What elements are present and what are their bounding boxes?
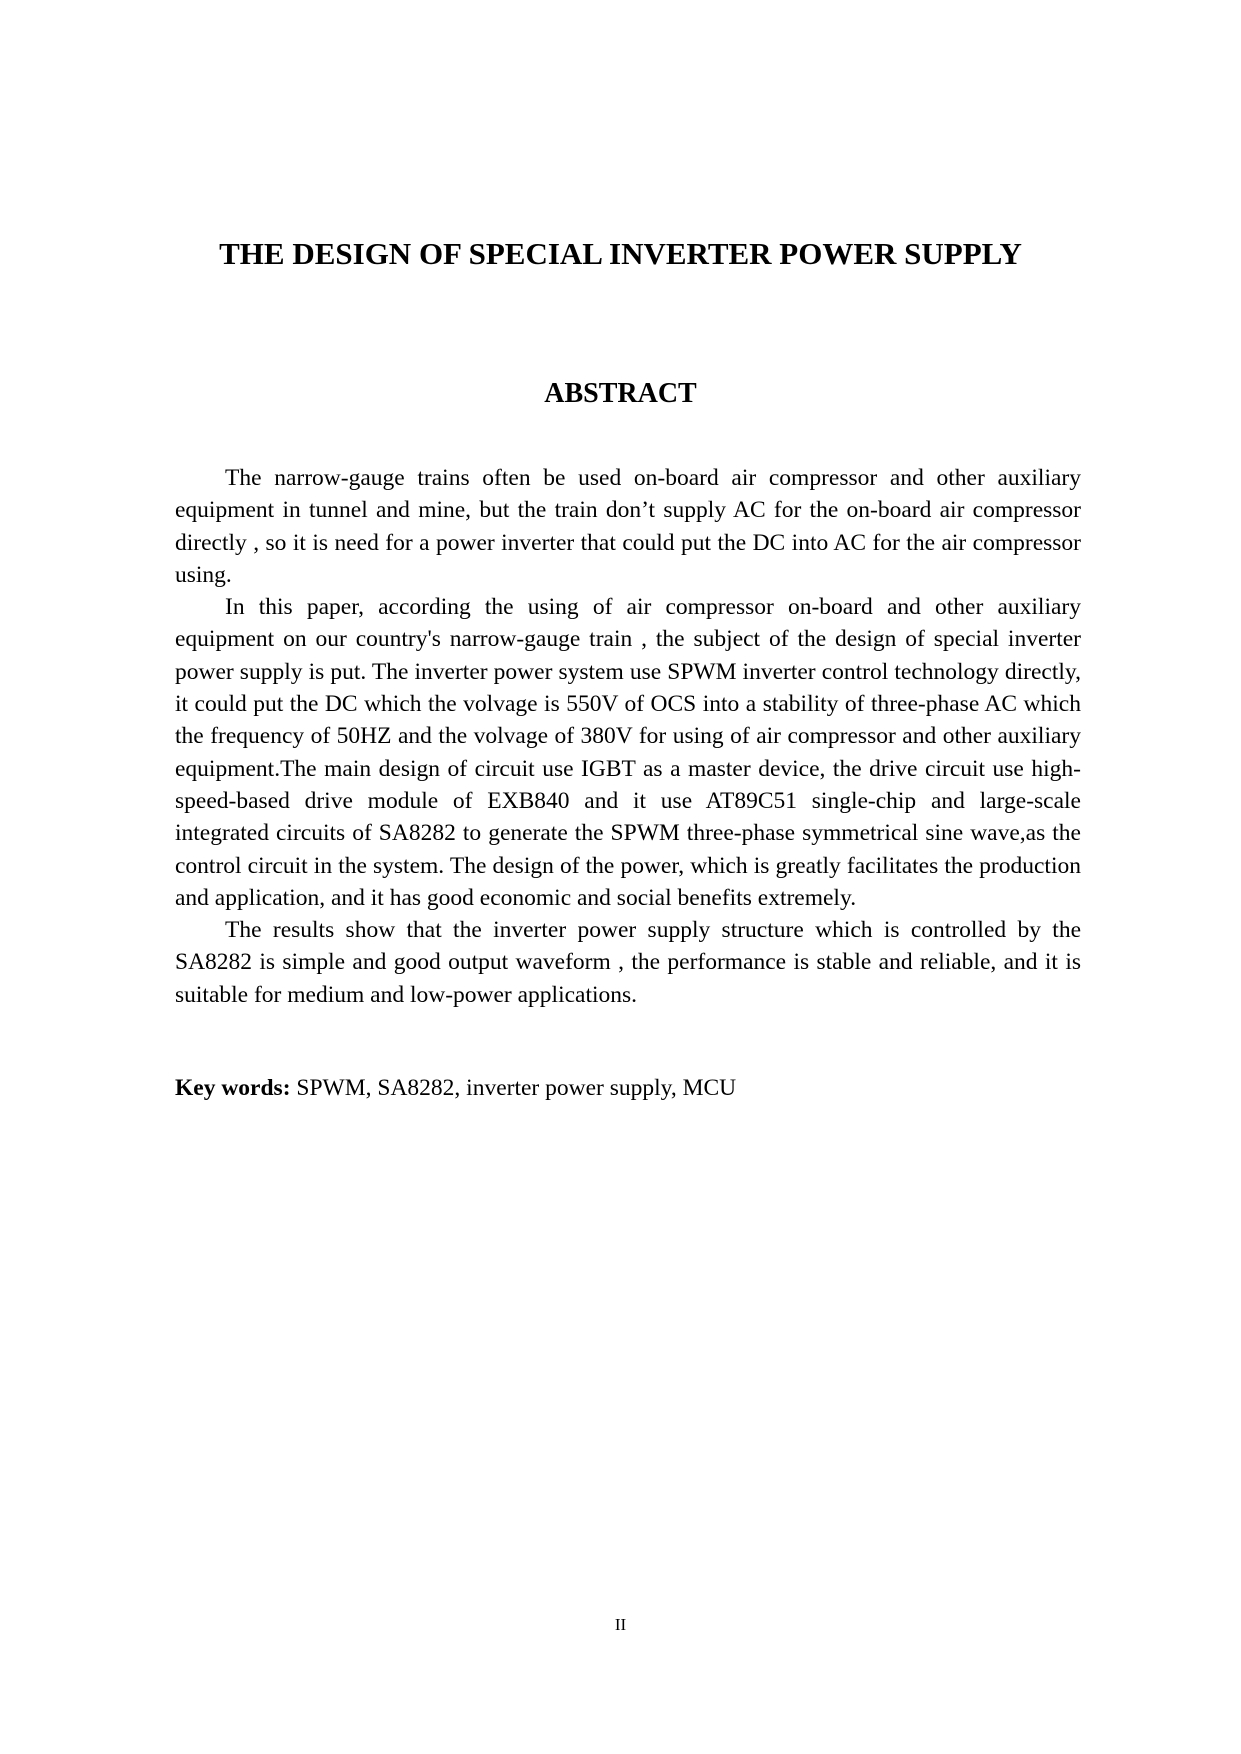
- abstract-heading: ABSTRACT: [544, 378, 697, 409]
- abstract-paragraph-2: In this paper, according the using of air compressor on-board and other auxiliary equipment on our country's narrow-gauge train , the subject of the design of special inverter power supply is put. The inverter power system use SPWM inverter control technology directly, it could put the DC which the volvage is 550V of OCS into a stability of three-phase AC which the frequency of 50HZ and the volvage of 380V for using of air compressor and other auxiliary equipment.The main design of circuit use IGBT as a master device, the drive circuit use high-speed-based drive module of EXB840 and it use AT89C51 single-chip and large-scale integrated circuits of SA8282 to generate the SPWM three-phase symmetrical sine wave,as the control circuit in the system. The design of the power, which is greatly facilitates the production and application, and it has good economic and social benefits extremely.: [175, 594, 1081, 911]
- abstract-paragraph-1: The narrow-gauge trains often be used on-board air compressor and other auxiliary equipment in tunnel and mine, but the train don’t supply AC for the on-board air compressor directly , so it is need for a power inverter that could put the DC into AC for the air compressor using.: [175, 465, 1081, 588]
- keywords-text: SPWM, SA8282, inverter power supply, MCU: [290, 1075, 737, 1101]
- keywords-label: Key words:: [175, 1075, 291, 1101]
- keywords-line: [175, 1072, 1081, 1104]
- document-title: THE DESIGN OF SPECIAL INVERTER POWER SUPPLY: [219, 236, 1022, 271]
- page-number: II: [614, 1615, 627, 1634]
- abstract-paragraph-3: The results show that the inverter power supply structure which is controlled by the SA8282 is simple and good output waveform , the performance is stable and reliable, and it is suitable for medium and low-power applications.: [175, 917, 1081, 1008]
- abstract-body: [175, 462, 1081, 1011]
